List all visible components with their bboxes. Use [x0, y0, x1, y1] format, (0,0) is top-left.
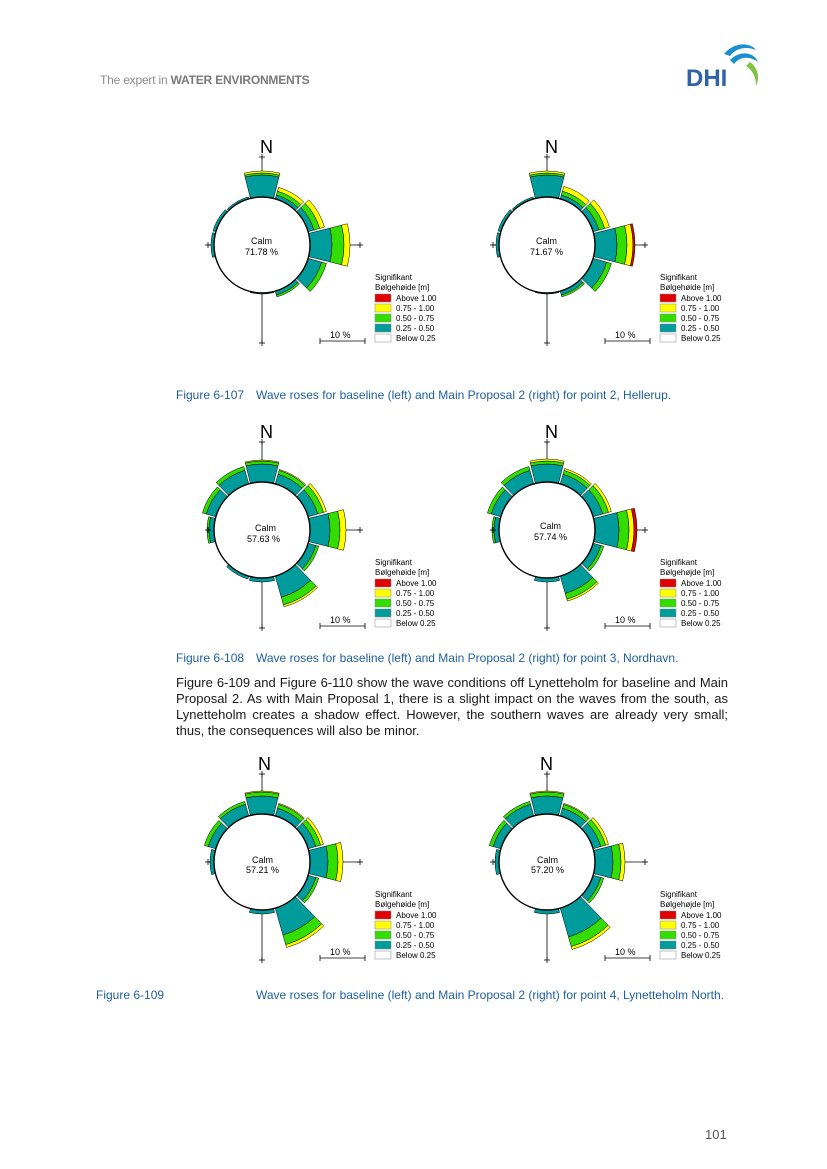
legend-item: Below 0.25	[396, 334, 436, 343]
legend-item: 0.75 - 1.00	[681, 589, 720, 598]
legend-swatch	[660, 941, 676, 949]
svg-text:DHI: DHI	[686, 65, 728, 90]
legend-swatch	[375, 619, 391, 627]
legend-swatch	[375, 314, 391, 322]
legend-item: Above 1.00	[396, 579, 437, 588]
rose-sector	[531, 796, 563, 815]
legend-item: 0.25 - 0.50	[681, 609, 720, 618]
calm-label: Calm	[255, 523, 277, 533]
legend-item: Above 1.00	[681, 911, 722, 920]
north-label: N	[258, 754, 271, 774]
legend-item: Above 1.00	[396, 294, 437, 303]
legend-item: Below 0.25	[396, 951, 436, 960]
legend-swatch	[375, 921, 391, 929]
figure-caption: Figure 6-107 Wave roses for baseline (left) and Main Proposal 2 (right) for point 2, Hellerup.	[176, 388, 672, 402]
wave-rose-left	[200, 752, 460, 972]
legend-swatch	[660, 589, 676, 597]
calm-label: Calm	[540, 521, 562, 531]
legend-swatch	[660, 334, 676, 342]
rose-sector	[245, 175, 279, 198]
legend-title: Signifikant	[660, 890, 697, 899]
legend-swatch	[660, 609, 676, 617]
calm-label: Calm	[537, 855, 559, 865]
legend-item: 0.50 - 0.75	[396, 931, 435, 940]
legend-item: Above 1.00	[681, 579, 722, 588]
rose-sector	[330, 225, 344, 265]
wave-rose-left	[200, 135, 460, 355]
legend-swatch	[375, 324, 391, 332]
dhi-logo	[684, 42, 762, 90]
page-number: 101	[705, 1127, 727, 1142]
legend-swatch	[375, 334, 391, 342]
legend-item: 0.50 - 0.75	[396, 314, 435, 323]
legend-item: 0.75 - 1.00	[396, 921, 435, 930]
north-label: N	[540, 754, 553, 774]
rose-sector	[309, 514, 330, 547]
legend-swatch	[375, 931, 391, 939]
legend-item: 0.25 - 0.50	[396, 324, 435, 333]
legend-subtitle: Bølgehøide [m]	[375, 283, 430, 292]
calm-label: Calm	[252, 855, 274, 865]
rose-sector	[594, 228, 617, 262]
legend-subtitle: Bølgehøide [m]	[660, 283, 715, 292]
legend-swatch	[660, 294, 676, 302]
figure-6-109	[200, 752, 740, 982]
legend-title: Signifikant	[660, 558, 697, 567]
legend-subtitle: Bølgehøjde [m]	[660, 900, 715, 909]
rose-sector	[309, 846, 328, 878]
legend-subtitle: Bølgehøide [m]	[375, 568, 430, 577]
rose-sector	[326, 844, 338, 881]
legend-swatch	[660, 304, 676, 312]
legend-item: 0.75 - 1.00	[681, 304, 720, 313]
legend-item: Above 1.00	[681, 294, 722, 303]
wave-rose-right	[485, 135, 745, 355]
header-tagline: The expert in WATER ENVIRONMENTS	[100, 73, 310, 87]
legend-item: 0.75 - 1.00	[396, 304, 435, 313]
figure-caption: Figure 6-109 Wave roses for baseline (left) and Main Proposal 2 (right) for point 4, Lynetteholm North.	[96, 988, 724, 1002]
legend-title: Signifikant	[375, 890, 412, 899]
figure-6-107	[200, 135, 740, 365]
legend-swatch	[660, 314, 676, 322]
legend-item: Above 1.00	[396, 911, 437, 920]
rose-sector	[531, 464, 563, 483]
scale-label: 10 %	[615, 330, 636, 340]
rose-sector	[309, 228, 332, 262]
calm-value: 57.20 %	[531, 865, 565, 875]
legend-subtitle: Bølgehøide [m]	[375, 900, 430, 909]
wave-rose-right	[485, 752, 745, 972]
legend-swatch	[375, 589, 391, 597]
calm-label: Calm	[536, 236, 558, 246]
legend-swatch	[375, 941, 391, 949]
calm-value: 57.74 %	[534, 532, 568, 542]
wave-rose-right	[485, 420, 745, 640]
legend-swatch	[375, 304, 391, 312]
calm-value: 71.67 %	[530, 247, 564, 257]
calm-value: 57.63 %	[247, 534, 281, 544]
north-label: N	[545, 137, 558, 157]
legend-item: 0.75 - 1.00	[681, 921, 720, 930]
legend-item: 0.50 - 0.75	[396, 599, 435, 608]
rose-sector	[328, 511, 340, 549]
scale-label: 10 %	[330, 330, 351, 340]
legend-swatch	[660, 911, 676, 919]
calm-value: 71.78 %	[245, 247, 279, 257]
scale-label: 10 %	[615, 947, 636, 957]
legend-item: Below 0.25	[681, 951, 721, 960]
legend-swatch	[375, 609, 391, 617]
rose-sector	[530, 175, 564, 198]
legend-swatch	[375, 599, 391, 607]
legend-swatch	[660, 619, 676, 627]
legend-swatch	[660, 931, 676, 939]
legend-item: Below 0.25	[681, 334, 721, 343]
legend-title: Signifikant	[375, 273, 412, 282]
scale-label: 10 %	[615, 615, 636, 625]
legend-item: 0.25 - 0.50	[681, 324, 720, 333]
calm-label: Calm	[251, 236, 273, 246]
legend-item: 0.50 - 0.75	[681, 931, 720, 940]
legend-swatch	[660, 951, 676, 959]
body-paragraph: Figure 6-109 and Figure 6-110 show the wave conditions off Lynetteholm for baseline and Main Proposal 2. As with Main Proposal 1, there is a slight impact on the waves from the south, as Lynetteholm creates a shadow effect. However, the southern waves are already very small; thus, the consequences will also be minor.	[176, 675, 728, 738]
legend-swatch	[375, 294, 391, 302]
legend-item: Below 0.25	[396, 619, 436, 628]
legend-item: 0.50 - 0.75	[681, 314, 720, 323]
legend-item: 0.75 - 1.00	[396, 589, 435, 598]
north-label: N	[545, 422, 558, 442]
legend-swatch	[660, 579, 676, 587]
legend-item: 0.25 - 0.50	[681, 941, 720, 950]
calm-value: 57.21 %	[246, 865, 280, 875]
legend-subtitle: Bølgehøjde [m]	[660, 568, 715, 577]
scale-label: 10 %	[330, 947, 351, 957]
scale-label: 10 %	[330, 615, 351, 625]
wave-rose-left	[200, 420, 460, 640]
rose-sector	[594, 513, 619, 548]
legend-title: Signifikant	[660, 273, 697, 282]
north-label: N	[260, 422, 273, 442]
legend-swatch	[375, 579, 391, 587]
legend-swatch	[375, 911, 391, 919]
legend-swatch	[375, 951, 391, 959]
legend-swatch	[660, 324, 676, 332]
rose-sector	[246, 464, 278, 483]
legend-title: Signifikant	[375, 558, 412, 567]
rose-sector	[594, 846, 613, 878]
rose-sector	[246, 796, 278, 815]
legend-swatch	[660, 921, 676, 929]
figure-6-108	[200, 420, 740, 650]
legend-item: 0.25 - 0.50	[396, 941, 435, 950]
legend-item: Below 0.25	[681, 619, 721, 628]
figure-caption: Figure 6-108 Wave roses for baseline (left) and Main Proposal 2 (right) for point 3, Nordhavn.	[176, 651, 679, 665]
legend-item: 0.25 - 0.50	[396, 609, 435, 618]
legend-item: 0.50 - 0.75	[681, 599, 720, 608]
north-label: N	[260, 137, 273, 157]
legend-swatch	[660, 599, 676, 607]
